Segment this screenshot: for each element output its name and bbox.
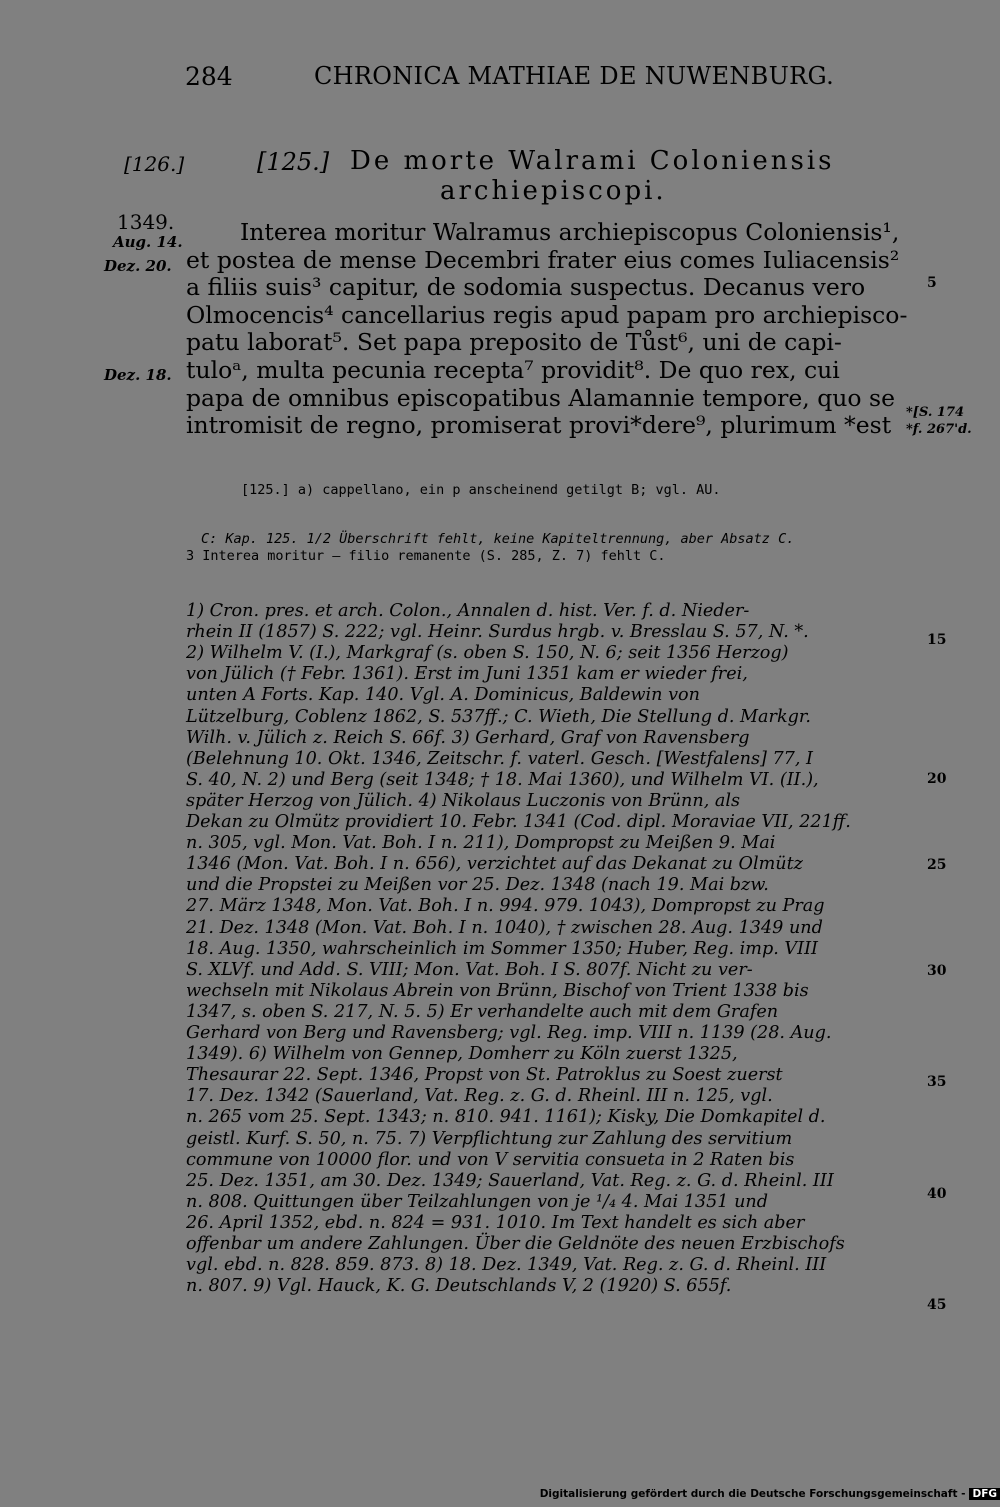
footnote-line: Dekan zu Olmütz providiert 10. Febr. 1341 (Cod. dipl. Moraviae VII, 221ff. bbox=[186, 812, 851, 832]
footnote-line: S. 40, N. 2) und Berg (seit 1348; † 18. Mai 1360), und Wilhelm VI. (II.), bbox=[186, 769, 819, 790]
footnote-line: n. 265 vom 25. Sept. 1343; n. 810. 941. 1161); Kisky, Die Domkapitel d. bbox=[186, 1107, 826, 1128]
main-text-line: papa de omnibus episcopatibus Alamannie tempore, quo se bbox=[186, 384, 895, 412]
footnote-line: Lützelburg, Coblenz 1862, S. 537ff.; C. Wieth, Die Stellung d. Markgr. bbox=[186, 706, 811, 727]
footnote-line: Wilh. v. Jülich z. Reich S. 66f. 3) Gerhard, Graf von Ravensberg bbox=[186, 727, 750, 748]
footnote-line: n. 305, vgl. Mon. Vat. Boh. I n. 211), Dompropst zu Meißen 9. Mai bbox=[186, 833, 776, 854]
footnote-line: Gerhard von Berg und Ravensberg; vgl. Reg. imp. VIII n. 1139 (28. Aug. bbox=[186, 1023, 832, 1043]
footnote-line: 1346 (Mon. Vat. Boh. I n. 656), verzichtet auf das Dekanat zu Olmütz bbox=[186, 854, 803, 875]
margin-date: Dez. 18. bbox=[104, 366, 172, 384]
chapter-title-line-2: archiepiscopi. bbox=[440, 176, 667, 206]
line-number: 25 bbox=[927, 857, 947, 873]
footnote-line: rhein II (1857) S. 222; vgl. Heinr. Surdus hrgb. v. Bresslau S. 57, N. *. bbox=[186, 622, 809, 643]
footnote-line: offenbar um andere Zahlungen. Über die Geldnöte des neuen Erzbischofs bbox=[186, 1234, 845, 1254]
dfg-logo: DFG bbox=[969, 1488, 1000, 1500]
main-text-line: Olmocencis⁴ cancellarius regis apud papam pro archiepisco- bbox=[186, 301, 908, 329]
footnote-line: später Herzog von Jülich. 4) Nikolaus Luczonis von Brünn, als bbox=[186, 790, 741, 811]
chapter-number-left: [126.] bbox=[124, 152, 185, 176]
page-reference: *[S. 174 bbox=[906, 405, 965, 420]
main-text-line: et postea de mense Decembri frater eius comes Iuliacensis² bbox=[186, 246, 900, 274]
main-text-line: intromisit de regno, promiserat provi*dere⁹, plurimum *est bbox=[186, 411, 892, 439]
footnote-line: 1347, s. oben S. 217, N. 5. 5) Er verhandelte auch mit dem Grafen bbox=[186, 1001, 779, 1022]
footnote-line: Thesaurar 22. Sept. 1346, Propst von St. Patroklus zu Soest zuerst bbox=[186, 1065, 783, 1086]
page-reference: *f. 267'd. bbox=[906, 422, 972, 437]
footnote-line: und die Propstei zu Meißen vor 25. Dez. 1348 (nach 19. Mai bzw. bbox=[186, 875, 769, 896]
apparatus-c-line: 3 Interea moritur — filio remanente (S. 285, Z. 7) fehlt C. bbox=[186, 548, 666, 564]
footnote-line: 1349). 6) Wilhelm von Gennep, Domherr zu Köln zuerst 1325, bbox=[186, 1044, 738, 1065]
line-number: 20 bbox=[927, 771, 947, 787]
footnote-line: 2) Wilhelm V. (I.), Markgraf (s. oben S. 150, N. 6; seit 1356 Herzog) bbox=[186, 643, 789, 664]
margin-date: Aug. 14. bbox=[113, 233, 183, 251]
footnote-line: vgl. ebd. n. 828. 859. 873. 8) 18. Dez. 1349, Vat. Reg. z. G. d. Rheinl. III bbox=[186, 1255, 827, 1276]
margin-date: Dez. 20. bbox=[104, 257, 172, 275]
footnote-line: 26. April 1352, ebd. n. 824 = 931. 1010. Im Text handelt es sich aber bbox=[186, 1212, 805, 1233]
line-number: 5 bbox=[927, 275, 937, 291]
main-text-line: Interea moritur Walramus archiepiscopus Coloniensis¹, bbox=[240, 218, 900, 246]
line-number: 40 bbox=[927, 1186, 947, 1202]
footnote-line: wechseln mit Nikolaus Abrein von Brünn, Bischof von Trient 1338 bis bbox=[186, 980, 809, 1001]
footnote-line: S. XLVf. und Add. S. VIII; Mon. Vat. Boh. I S. 807f. Nicht zu ver- bbox=[186, 959, 753, 980]
line-number: 30 bbox=[927, 963, 947, 979]
page-number: 284 bbox=[185, 62, 233, 91]
footnote-line: n. 807. 9) Vgl. Hauck, K. G. Deutschlands V, 2 (1920) S. 655f. bbox=[186, 1276, 732, 1297]
main-text-line: tuloᵃ, multa pecunia recepta⁷ providit⁸. De quo rex, cui bbox=[186, 356, 840, 384]
footnote-line: unten A Forts. Kap. 140. Vgl. A. Dominicus, Baldewin von bbox=[186, 685, 700, 706]
footnote-line: (Belehnung 10. Okt. 1346, Zeitschr. f. vaterl. Gesch. [Westfalens] 77, I bbox=[186, 748, 813, 769]
chapter-number-right: [125.] bbox=[257, 148, 330, 176]
footnote-line: von Jülich († Febr. 1361). Erst im Juni 1351 kam er wieder frei, bbox=[186, 664, 748, 685]
footnote-line: 1) Cron. pres. et arch. Colon., Annalen d. hist. Ver. f. d. Nieder- bbox=[186, 601, 750, 621]
line-number: 15 bbox=[927, 632, 947, 648]
footnote-line: n. 808. Quittungen über Teilzahlungen von je ¹/₄ 4. Mai 1351 und bbox=[186, 1191, 769, 1212]
main-text-line: patu laborat⁵. Set papa preposito de Tůst⁶, uni de capi- bbox=[186, 328, 842, 356]
footer-credit bbox=[540, 1488, 1000, 1500]
footnote-line: 17. Dez. 1342 (Sauerland, Vat. Reg. z. G. d. Rheinl. III n. 125, vgl. bbox=[186, 1086, 773, 1107]
apparatus-note: [125.] a) cappellano, ein p anscheinend getilgt B; vgl. AU. bbox=[241, 482, 721, 498]
footer-text: Digitalisierung gefördert durch die Deutsche Forschungsgemeinschaft - bbox=[539, 1488, 966, 1500]
footnote-line: 25. Dez. 1351, am 30. Dez. 1349; Sauerland, Vat. Reg. z. G. d. Rheinl. III bbox=[186, 1170, 834, 1191]
chapter-title-line-1: De morte Walrami Coloniensis bbox=[350, 146, 835, 176]
line-number: 35 bbox=[927, 1074, 947, 1090]
footnote-line: 21. Dez. 1348 (Mon. Vat. Boh. I n. 1040), † zwischen 28. Aug. 1349 und bbox=[186, 917, 823, 938]
margin-year: 1349. bbox=[117, 210, 175, 234]
main-text-line: a filiis suis³ capitur, de sodomia suspectus. Decanus vero bbox=[186, 273, 866, 301]
footnote-line: geistl. Kurf. S. 50, n. 75. 7) Verpflichtung zur Zahlung des servitium bbox=[186, 1128, 793, 1149]
footnote-line: 18. Aug. 1350, wahrscheinlich im Sommer 1350; Huber, Reg. imp. VIII bbox=[186, 938, 818, 959]
line-number: 45 bbox=[927, 1297, 947, 1313]
running-title: CHRONICA MATHIAE DE NUWENBURG. bbox=[314, 62, 835, 90]
apparatus-c-line: C: Kap. 125. 1/2 Überschrift fehlt, keine Kapiteltrennung, aber Absatz C. bbox=[201, 531, 795, 547]
footnote-line: 27. März 1348, Mon. Vat. Boh. I n. 994. 979. 1043), Dompropst zu Prag bbox=[186, 896, 825, 917]
footnote-line: commune von 10000 flor. und von V servitia consueta in 2 Raten bis bbox=[186, 1149, 795, 1170]
